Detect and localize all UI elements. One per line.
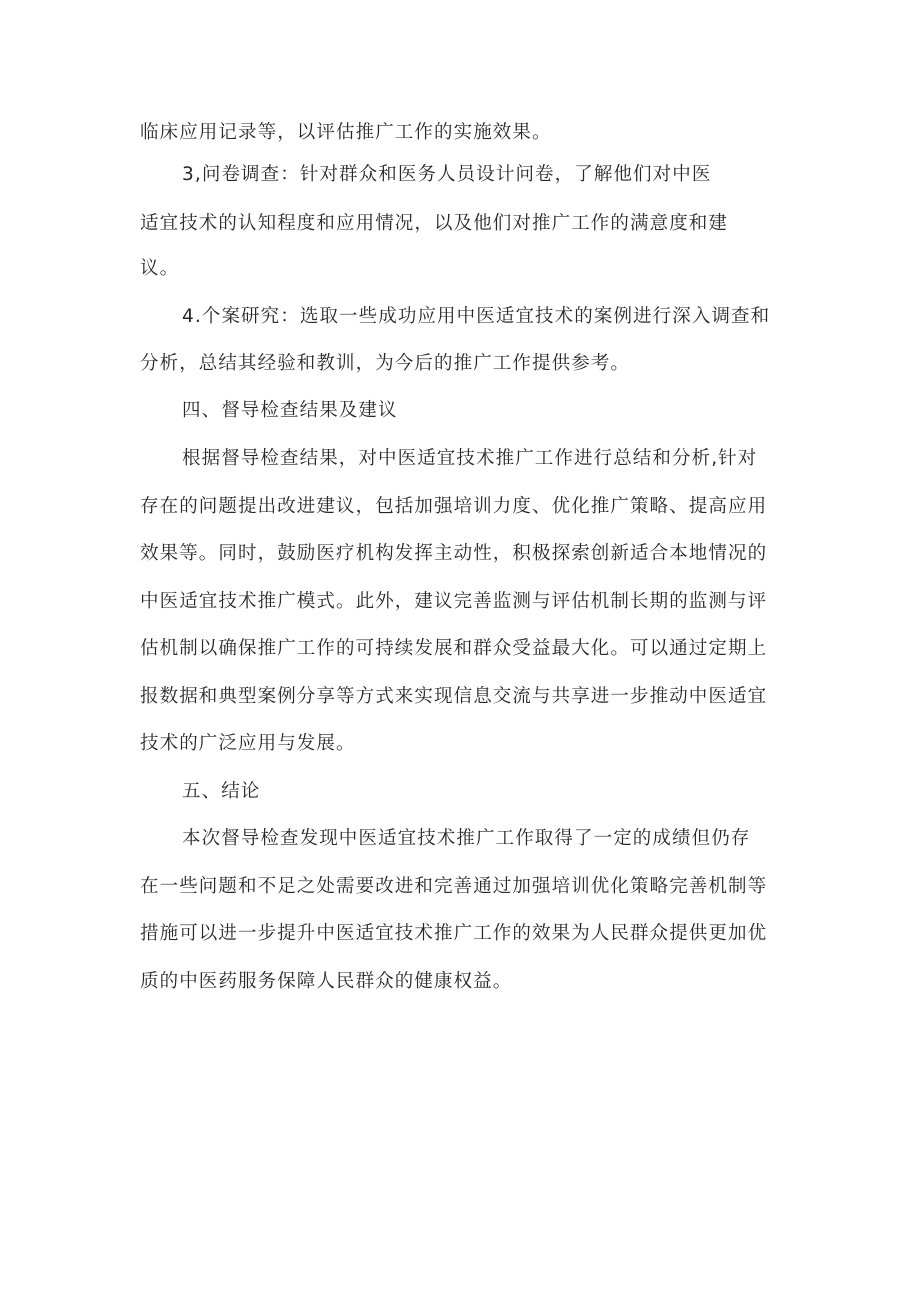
paragraph-line: 本次督导检查发现中医适宜技术推广工作取得了一定的成绩但仍存 — [182, 828, 751, 849]
paragraph-line: 效果等。同时，鼓励医疗机构发挥主动性，积极探索创新适合本地情况的 — [140, 543, 768, 564]
section-heading-conclusion: 五、结论 — [182, 781, 261, 802]
paragraph-line: 存在的问题提出改进建议，包括加强培训力度、优化推广策略、提高应用 — [140, 496, 768, 517]
paragraph-line: 适宜技术的认知程度和应用情况，以及他们对推广工作的满意度和建 — [140, 213, 729, 234]
paragraph-line: 临床应用记录等，以评估推广工作的实施效果。 — [140, 122, 552, 143]
paragraph-line: 质的中医药服务保障人民群众的健康权益。 — [140, 971, 513, 992]
paragraph-line: 措施可以进一步提升中医适宜技术推广工作的效果为人民群众提供更加优 — [140, 923, 768, 944]
paragraph-line: 中医适宜技术推广模式。此外，建议完善监测与评估机制长期的监测与评 — [140, 591, 768, 612]
paragraph-line: 议。 — [140, 258, 180, 279]
paragraph-line: 在一些问题和不足之处需要改进和完善通过加强培训优化策略完善机制等 — [140, 876, 768, 897]
list-item-questionnaire: 3,问卷调查：针对群众和医务人员设计问卷，了解他们对中医 — [182, 164, 712, 185]
paragraph-line: 估机制以确保推广工作的可持续发展和群众受益最大化。可以通过定期上 — [140, 638, 768, 659]
paragraph-line: 分析，总结其经验和教训，为今后的推广工作提供参考。 — [140, 353, 631, 374]
list-item-case-study: 4.个案研究：选取一些成功应用中医适宜技术的案例进行深入调查和 — [182, 306, 771, 327]
paragraph-line: 报数据和典型案例分享等方式来实现信息交流与共享进一步推动中医适宜 — [140, 686, 768, 707]
section-heading-results: 四、督导检查结果及建议 — [182, 400, 398, 421]
paragraph-line: 技术的广泛应用与发展。 — [140, 733, 356, 754]
paragraph-line: 根据督导检查结果，对中医适宜技术推广工作进行总结和分析,针对 — [182, 448, 758, 469]
